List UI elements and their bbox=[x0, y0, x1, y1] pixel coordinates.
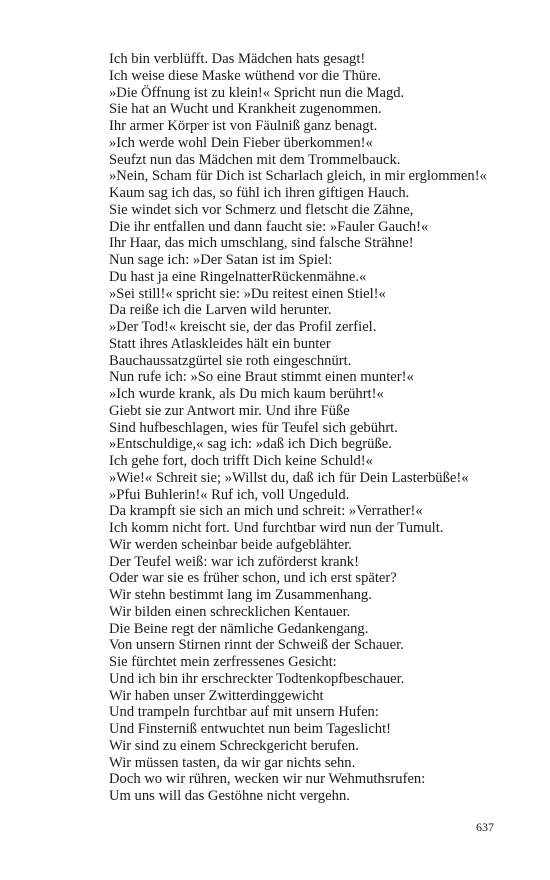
poem-line: Statt ihres Atlaskleides hält ein bunter bbox=[109, 335, 331, 352]
poem-line: Um uns will das Gestöhne nicht vergehn. bbox=[109, 788, 350, 804]
poem-line: Wir werden scheinbar beide aufgeblähter. bbox=[109, 536, 352, 553]
poem-line: »Der Tod!« kreischt sie, der das Profil zerfiel. bbox=[109, 319, 377, 335]
poem-line: Und ich bin ihr erschreckter Todtenkopfbeschauer. bbox=[109, 670, 405, 687]
poem-line: »Wie!« Schreit sie; »Willst du, daß ich für Dein Lasterbüße!« bbox=[109, 469, 469, 486]
poem-line: »Ich werde wohl Dein Fieber überkommen!« bbox=[109, 134, 373, 151]
poem-line: Die ihr entfallen und dann faucht sie: »Fauler Gauch!« bbox=[109, 218, 429, 235]
poem-line: Sie hat an Wucht und Krankheit zugenommen. bbox=[109, 101, 382, 118]
poem-line: Ihr Haar, das mich umschlang, sind falsche Strähne! bbox=[109, 235, 414, 252]
poem-line: Und trampeln furchtbar auf mit unsern Hufen: bbox=[109, 704, 379, 721]
poem-text bbox=[109, 51, 529, 805]
poem-line: Ich bin verblüfft. Das Mädchen hats gesagt! bbox=[109, 51, 366, 67]
poem-line: Wir sind zu einem Schreckgericht berufen. bbox=[109, 737, 359, 754]
poem-line: Da reiße ich die Larven wild herunter. bbox=[109, 302, 332, 319]
poem-line: Die Beine regt der nämliche Gedankengang. bbox=[109, 620, 369, 637]
poem-line: Bauchaussatzgürtel sie roth eingeschnürt. bbox=[109, 352, 352, 369]
poem-line: »Ich wurde krank, als Du mich kaum berührt!« bbox=[109, 386, 384, 402]
poem-line: Da krampft sie sich an mich und schreit: »Verrather!« bbox=[109, 503, 423, 520]
poem-line: »Pfui Buhlerin!« Ruf ich, voll Ungeduld. bbox=[109, 486, 350, 503]
poem-line: Ich komm nicht fort. Und furchtbar wird nun der Tumult. bbox=[109, 520, 444, 536]
poem-line: »Sei still!« spricht sie: »Du reitest einen Stiel!« bbox=[109, 285, 386, 302]
poem-line: Ihr armer Körper ist von Fäulniß ganz benagt. bbox=[109, 118, 378, 134]
poem-line: Wir müssen tasten, da wir gar nichts sehn. bbox=[109, 754, 356, 771]
poem-line: »Die Öffnung ist zu klein!« Spricht nun die Magd. bbox=[109, 84, 405, 101]
poem-line: Von unsern Stirnen rinnt der Schweiß der Schauer. bbox=[109, 637, 404, 654]
poem-line: Doch wo wir rühren, wecken wir nur Wehmuthsrufen: bbox=[109, 771, 426, 788]
poem-line: Giebt sie zur Antwort mir. Und ihre Füße bbox=[109, 402, 350, 419]
poem-line: Du hast ja eine RingelnatterRückenmähne.« bbox=[109, 268, 367, 285]
poem-line: Und Finsterniß entwuchtet nun beim Tageslicht! bbox=[109, 721, 392, 737]
poem-line: Der Teufel weiß: war ich zuförderst krank! bbox=[109, 553, 359, 570]
poem-line: Ich gehe fort, doch trifft Dich keine Schuld!« bbox=[109, 453, 373, 469]
poem-line: Ich weise diese Maske wüthend vor die Thüre. bbox=[109, 67, 382, 84]
poem-line: Sie fürchtet mein zerfressenes Gesicht: bbox=[109, 654, 337, 670]
poem-line: »Nein, Scham für Dich ist Scharlach gleich, in mir erglommen!« bbox=[109, 168, 487, 185]
poem-line: Seufzt nun das Mädchen mit dem Trommelbauck. bbox=[109, 151, 401, 168]
poem-line: Oder war sie es früher schon, und ich erst später? bbox=[109, 570, 397, 587]
poem-line: Sind hufbeschlagen, wies für Teufel sich gebührt. bbox=[109, 419, 398, 436]
poem-line: Wir haben unser Zwitterdinggewicht bbox=[109, 687, 324, 704]
poem-line: Nun sage ich: »Der Satan ist im Spiel: bbox=[109, 252, 333, 268]
poem-line: Sie windet sich vor Schmerz und fletscht die Zähne, bbox=[109, 201, 414, 218]
poem-line: Nun rufe ich: »So eine Braut stimmt einen munter!« bbox=[109, 369, 414, 386]
poem-line: Wir stehn bestimmt lang im Zusammenhang. bbox=[109, 587, 372, 603]
page-number: 637 bbox=[476, 820, 494, 834]
poem-line: »Entschuldige,« sag ich: »daß ich Dich begrüße. bbox=[109, 436, 392, 453]
poem-line: Wir bilden einen schrecklichen Kentauer. bbox=[109, 603, 351, 620]
poem-line: Kaum sag ich das, so fühl ich ihren giftigen Hauch. bbox=[109, 185, 410, 201]
